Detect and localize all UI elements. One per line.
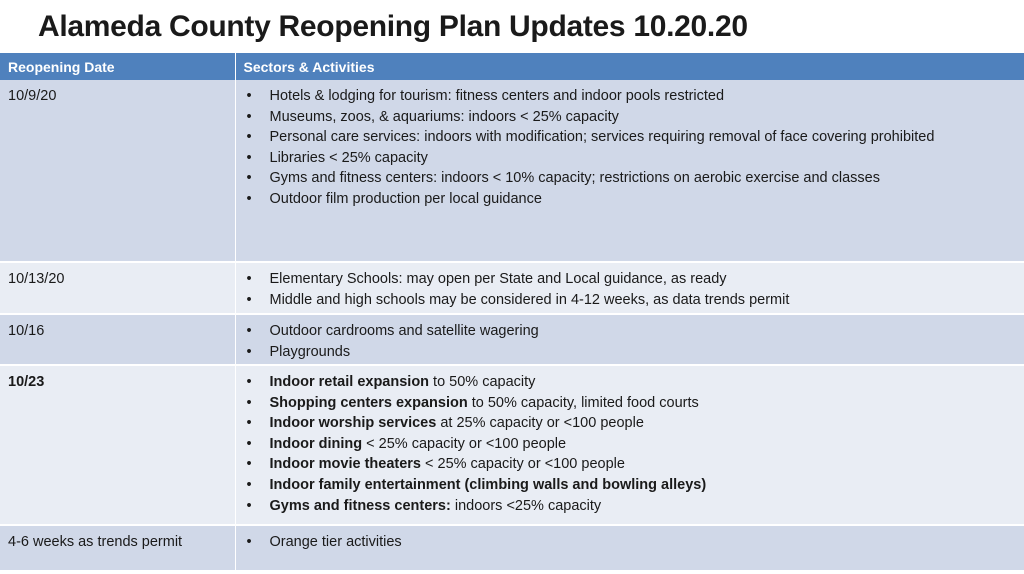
activity-list xyxy=(244,269,1016,310)
list-item xyxy=(244,127,1016,148)
activity-text-bold: Indoor worship services xyxy=(269,415,437,432)
bullet-icon: • xyxy=(246,271,252,287)
list-item xyxy=(244,269,1016,290)
reopening-date-cell: 10/13/20 xyxy=(0,262,235,314)
activity-text: to 50% capacity, limited food courts xyxy=(467,394,699,411)
activity-text: Outdoor film production per local guidance xyxy=(269,190,542,207)
sectors-activities-cell xyxy=(235,365,1024,525)
activity-text: Orange tier activities xyxy=(269,534,402,550)
list-item xyxy=(244,532,1016,553)
activity-text-bold: Gyms and fitness centers: xyxy=(269,497,451,514)
activity-list xyxy=(244,372,1016,516)
activity-text: Personal care services: indoors with modification; services requiring removal of face covering prohibited xyxy=(269,129,935,146)
activity-text: Museums, zoos, & aquariums: indoors < 25% capacity xyxy=(269,108,619,125)
activity-text-bold: Indoor family entertainment (climbing walls and bowling alleys) xyxy=(269,476,707,493)
list-item xyxy=(244,413,1016,434)
bullet-icon: • xyxy=(246,149,252,166)
reopening-table xyxy=(0,53,1024,572)
header-reopening-date: Reopening Date xyxy=(0,53,235,80)
sectors-activities-cell xyxy=(235,314,1024,365)
list-item xyxy=(244,107,1016,128)
activity-text-bold: Indoor movie theaters xyxy=(269,456,421,473)
table-row xyxy=(0,525,1024,571)
activity-list xyxy=(244,86,1016,210)
list-item xyxy=(244,393,1016,414)
bullet-icon: • xyxy=(246,435,252,452)
list-item xyxy=(244,372,1016,393)
activity-text: indoors <25% capacity xyxy=(450,497,602,514)
list-item xyxy=(244,321,1016,342)
reopening-date-cell: 10/23 xyxy=(0,365,235,525)
list-item xyxy=(244,342,1016,363)
sectors-activities-cell xyxy=(235,262,1024,314)
activity-text: < 25% capacity or <100 people xyxy=(420,456,625,473)
activity-text: Hotels & lodging for tourism: fitness centers and indoor pools restricted xyxy=(269,88,725,104)
activity-text: Outdoor cardrooms and satellite wagering xyxy=(269,323,539,339)
bullet-icon: • xyxy=(246,534,252,550)
table-row xyxy=(0,262,1024,314)
table-header-row xyxy=(0,53,1024,80)
bullet-icon: • xyxy=(246,394,252,411)
reopening-date-cell: 10/9/20 xyxy=(0,80,235,262)
list-item xyxy=(244,290,1016,311)
header-sectors-activities: Sectors & Activities xyxy=(235,53,1024,80)
sectors-activities-cell xyxy=(235,80,1024,262)
bullet-icon: • xyxy=(246,476,252,493)
activity-text-bold: Indoor retail expansion xyxy=(269,374,430,390)
bullet-icon: • xyxy=(246,323,252,339)
bullet-icon: • xyxy=(246,456,252,473)
bullet-icon: • xyxy=(246,170,252,187)
reopening-date-cell: 10/16 xyxy=(0,314,235,365)
activity-text: Middle and high schools may be considered in 4-12 weeks, as data trends permit xyxy=(269,291,790,308)
bullet-icon: • xyxy=(246,291,252,308)
list-item xyxy=(244,148,1016,169)
list-item xyxy=(244,434,1016,455)
activity-text: Gyms and fitness centers: indoors < 10% capacity; restrictions on aerobic exercise and classes xyxy=(269,170,880,187)
activity-text-bold: Shopping centers expansion xyxy=(269,394,468,411)
list-item xyxy=(244,168,1016,189)
bullet-icon: • xyxy=(246,374,252,390)
bullet-icon: • xyxy=(246,497,252,514)
list-item xyxy=(244,496,1016,517)
list-item xyxy=(244,86,1016,107)
activity-text: Elementary Schools: may open per State and Local guidance, as ready xyxy=(269,271,727,287)
list-item xyxy=(244,454,1016,475)
activity-text-bold: Indoor dining xyxy=(269,435,363,452)
table-body xyxy=(0,80,1024,571)
bullet-icon: • xyxy=(246,343,252,360)
activity-text: Libraries < 25% capacity xyxy=(269,149,428,166)
list-item xyxy=(244,475,1016,496)
activity-list xyxy=(244,532,1016,553)
activity-text: < 25% capacity or <100 people xyxy=(362,435,567,452)
activity-text: to 50% capacity xyxy=(429,374,536,390)
bullet-icon: • xyxy=(246,415,252,432)
slide-title: Alameda County Reopening Plan Updates 10.20.20 xyxy=(38,10,748,43)
table-row xyxy=(0,80,1024,262)
bullet-icon: • xyxy=(246,129,252,146)
reopening-date-cell: 4-6 weeks as trends permit xyxy=(0,525,235,571)
bullet-icon: • xyxy=(246,88,252,104)
activity-list xyxy=(244,321,1016,362)
bullet-icon: • xyxy=(246,108,252,125)
table-row xyxy=(0,314,1024,365)
bullet-icon: • xyxy=(246,190,252,207)
table-row xyxy=(0,365,1024,525)
activity-text: Playgrounds xyxy=(269,343,351,360)
activity-text: at 25% capacity or <100 people xyxy=(436,415,644,432)
sectors-activities-cell xyxy=(235,525,1024,571)
list-item xyxy=(244,189,1016,210)
